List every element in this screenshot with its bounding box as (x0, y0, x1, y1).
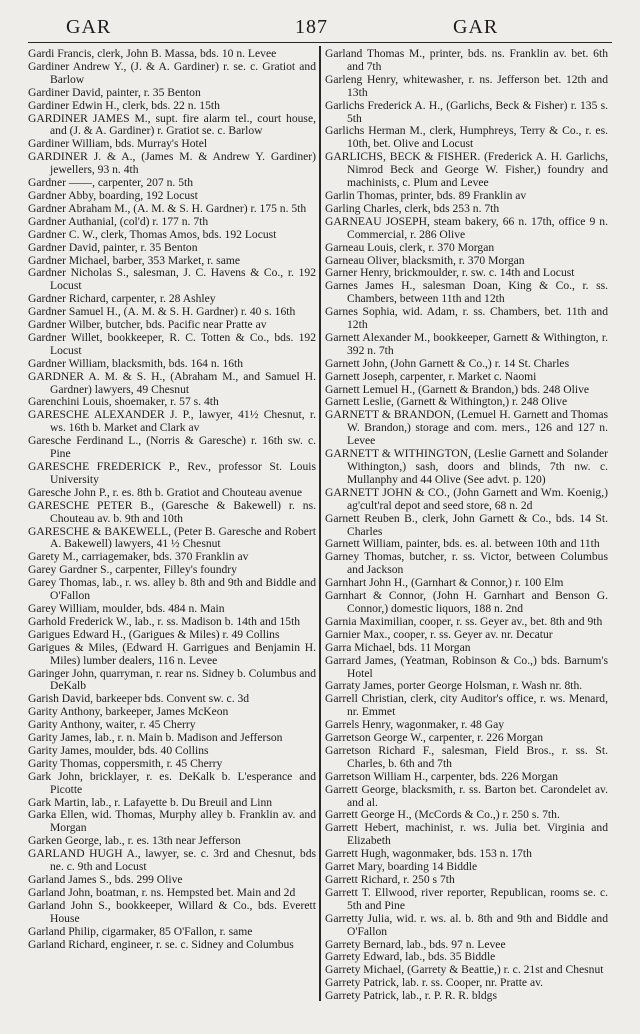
directory-entry: Garra Michael, bds. 11 Morgan (325, 640, 471, 654)
directory-entry: Garland James S., bds. 299 Olive (28, 873, 183, 886)
right-column (325, 48, 608, 1003)
directory-entry: Gardner David, painter, r. 35 Benton (28, 240, 198, 254)
directory-entry: Garesche John P., r. es. 8th b. Gratiot and Chouteau avenue (28, 485, 302, 499)
directory-entry: Garlichs Frederick A. H., (Garlichs, Beck & Fisher) r. 135 s. 5th (325, 98, 608, 125)
directory-entry: Garretson George W., carpenter, r. 226 Morgan (325, 731, 544, 745)
directory-entry: Garland John, boatman, r. ns. Hempsted bet. Main and 2d (28, 885, 296, 899)
directory-entry: Garland John S., bookkeeper, Willard & Co., bds. Everett House (28, 898, 316, 925)
directory-entry: GARDINER J. & A., (James M. & Andrew Y. Gardiner) jewellers, 93 n. 4th (28, 150, 316, 177)
left-column (28, 48, 316, 951)
directory-entry: Garrett T. Ellwood, river reporter, Republican, rooms se. c. 5th and Pine (325, 885, 608, 912)
directory-entry: Garnett William, painter, bds. es. al. between 10th and 11th (325, 537, 600, 551)
directory-entry: GARESCHE & BAKEWELL, (Peter B. Garesche and Robert A. Bakewell) lawyers, 41 ½ Chesnut (28, 524, 316, 551)
directory-entry: Garigues & Miles, (Edward H. Garrigues and Benjamin H. Miles) lumber dealers, 116 n. Levee (28, 640, 316, 667)
directory-entry: Garity James, moulder, bds. 40 Collins (28, 743, 209, 757)
directory-entry: Garey Thomas, lab., r. ws. alley b. 8th and 9th and Biddle and O'Fallon (28, 576, 316, 603)
directory-entry: Gardiner David, painter, r. 35 Benton (28, 85, 201, 99)
directory-entry: Garnett Leslie, (Garnett & Withington,) r. 248 Olive (325, 395, 568, 409)
directory-entry: GARNETT & BRANDON, (Lemuel H. Garnett and Thomas W. Brandon,) storage and com. mers., 126 and 127 n. Levee (325, 408, 608, 448)
directory-entry: GARLAND HUGH A., lawyer, se. c. 3rd and Chesnut, bds ne. c. 9th and Locust (28, 847, 316, 874)
directory-entry: Garrety Patrick, lab. r. ss. Cooper, nr. Pratte av. (325, 976, 544, 990)
directory-entry: Gardner Abby, boarding, 192 Locust (28, 188, 198, 202)
directory-entry: GARLICHS, BECK & FISHER. (Frederick A. H. Garlichs, Nimrod Beck and George W. Fisher,) foundry and machinists, c. Plum and Levee (325, 150, 608, 190)
directory-entry: Gardner Michael, barber, 353 Market, r. same (28, 253, 241, 267)
directory-entry: Gardner William, blacksmith, bds. 164 n. 16th (28, 356, 244, 370)
directory-entry: Garretson Richard F., salesman, Field Bros., r. ss. St. Charles, b. 6th and 7th (325, 743, 608, 770)
directory-entry: Garnett Joseph, carpenter, r. Market c. Naomi (325, 369, 537, 383)
directory-entry: Garnes James H., salesman Doan, King & Co., r. ss. Chambers, between 11th and 12th (325, 279, 608, 306)
directory-entry: Garnier Max., cooper, r. ss. Geyer av. nr. Decatur (325, 627, 553, 641)
directory-entry: Garesche Ferdinand L., (Norris & Garesche) r. 16th sw. c. Pine (28, 434, 316, 461)
directory-entry: Garner Henry, brickmoulder, r. sw. c. 14th and Locust (325, 266, 575, 280)
directory-entry: Garrell Christian, clerk, city Auditor's office, r. ws. Menard, nr. Emmet (325, 692, 608, 719)
directory-entry: Garling Charles, clerk, bds 253 n. 7th (325, 201, 500, 215)
page-number: 187 (295, 16, 328, 38)
directory-entry: Garretson William H., carpenter, bds. 226 Morgan (325, 769, 559, 783)
directory-entry: Garrett George H., (McCords & Co.,) r. 250 s. 7th. (325, 808, 560, 822)
directory-entry: Garhold Frederick W., lab., r. ss. Madison b. 14th and 15th (28, 614, 301, 628)
directory-entry: Gardiner Andrew Y., (J. & A. Gardiner) r. se. c. Gratiot and Barlow (28, 59, 316, 86)
directory-entry: Garland Philip, cigarmaker, 85 O'Fallon, r. same (28, 924, 253, 938)
directory-entry: Garland Richard, engineer, r. se. c. Sidney and Columbus (28, 937, 294, 951)
directory-entry: Garret Mary, boarding 14 Biddle (325, 860, 478, 874)
directory-entry: Garneau Louis, clerk, r. 370 Morgan (325, 240, 495, 254)
directory-entry: Garity Anthony, barkeeper, James McKeon (28, 705, 229, 719)
directory-entry: Garlin Thomas, printer, bds. 89 Franklin av (325, 188, 527, 202)
directory-entry: Gardner Willet, bookkeeper, R. C. Totten & Co., bds. 192 Locust (28, 330, 316, 357)
directory-entry: Garnia Maximilian, cooper, r. ss. Geyer av., bet. 8th and 9th (325, 614, 603, 628)
directory-entry: Garneau Oliver, blacksmith, r. 370 Morgan (325, 253, 525, 267)
directory-entry: Garinger John, quarryman, r. rear ns. Sidney b. Columbus and DeKalb (28, 666, 316, 693)
directory-entry: Gark John, bricklayer, r. es. DeKalk b. L'esperance and Picotte (28, 769, 316, 796)
directory-entry: Garretty Julia, wid. r. ws. al. b. 8th and 9th and Biddle and O'Fallon (325, 911, 608, 938)
directory-entry: Garenchini Louis, shoemaker, r. 57 s. 4th (28, 395, 219, 409)
directory-entry: Garka Ellen, wid. Thomas, Murphy alley b. Franklin av. and Morgan (28, 808, 316, 835)
directory-entry: Gardiner Edwin H., clerk, bds. 22 n. 15th (28, 98, 220, 112)
directory-entry: Garrett Richard, r. 250 s 7th (325, 873, 455, 886)
running-head-left: GAR (66, 16, 112, 38)
column-divider (319, 46, 321, 1001)
directory-entry: Garity James, lab., r. n. Main b. Madison and Jefferson (28, 731, 283, 745)
directory-entry: Gardner Authanial, (col'd) r. 177 n. 7th (28, 214, 209, 228)
directory-entry: GARNETT JOHN & CO., (John Garnett and Wm. Koenig,) ag'cult'ral depot and seed store, 68 n. 2d (325, 485, 608, 512)
directory-entry: Garleng Henry, whitewasher, r. ns. Jefferson bet. 12th and 13th (325, 72, 608, 99)
directory-entry: Gardner Nicholas S., salesman, J. C. Havens & Co., r. 192 Locust (28, 266, 316, 293)
directory-entry: Garrels Henry, wagonmaker, r. 48 Gay (325, 718, 505, 732)
directory-entry: Gardner Abraham M., (A. M. & S. H. Gardner) r. 175 n. 5th (28, 201, 307, 215)
directory-entry: Garrety Patrick, lab., r. P. R. R. bldgs (325, 989, 497, 1003)
directory-entry: GARESCHE ALEXANDER J. P., lawyer, 41½ Chesnut, r. ws. 16th b. Market and Clark av (28, 408, 316, 435)
directory-entry: Gark Martin, lab., r. Lafayette b. Du Breuil and Linn (28, 795, 273, 809)
directory-entry: GARDINER JAMES M., supt. fire alarm tel., court house, and (J. & A. Gardiner) r. Gratiot se. c. Barlow (28, 111, 316, 138)
directory-entry: Garrety Bernard, lab., bds. 97 n. Levee (325, 937, 506, 951)
directory-entry: Garland Thomas M., printer, bds. ns. Franklin av. bet. 6th and 7th (325, 47, 608, 73)
directory-entry: Garrett Hugh, wagonmaker, bds. 153 n. 17th (325, 847, 532, 861)
directory-entry: Garey William, moulder, bds. 484 n. Main (28, 601, 225, 615)
directory-entry: Garnhart John H., (Garnhart & Connor,) r. 100 Elm (325, 576, 564, 590)
directory-entry: Gardner ——, carpenter, 207 n. 5th (28, 176, 194, 190)
directory-entry: Garigues Edward H., (Garigues & Miles) r. 49 Collins (28, 627, 280, 641)
directory-entry: Gardner Samuel H., (A. M. & S. H. Gardner) r. 40 s. 16th (28, 305, 296, 319)
directory-entry: Gardi Francis, clerk, John B. Massa, bds. 10 n. Levee (28, 47, 277, 60)
running-head-right: GAR (453, 16, 499, 38)
directory-entry: GARNETT & WITHINGTON, (Leslie Garnett and Solander Withington,) sash, doors and blinds, 7th nw. c. Mullanphy and 44 Olive (See advt. p. 120) (325, 447, 608, 486)
directory-entry: Gardiner William, bds. Murray's Hotel (28, 137, 208, 151)
directory-entry: Garken George, lab., r. es. 13th near Jefferson (28, 834, 241, 848)
directory-entry: Garrard James, (Yeatman, Robinson & Co.,) bds. Barnum's Hotel (325, 653, 608, 680)
directory-entry: Gardner Wilber, butcher, bds. Pacific near Pratte av (28, 318, 267, 332)
page-header (28, 14, 612, 43)
directory-entry: Garety M., carriagemaker, bds. 370 Franklin av (28, 550, 249, 564)
directory-entry: Garnett Alexander M., bookkeeper, Garnett & Withington, r. 392 n. 7th (325, 330, 608, 357)
directory-entry: Garrett George, blacksmith, r. ss. Barton bet. Carondelet av. and al. (325, 782, 608, 809)
directory-entry: GARDNER A. M. & S. H., (Abraham M., and Samuel H. Gardner) lawyers, 49 Chesnut (28, 369, 316, 396)
directory-entry: GARNEAU JOSEPH, steam bakery, 66 n. 17th, office 9 n. Commercial, r. 286 Olive (325, 214, 608, 241)
directory-entry: Garnett Reuben B., clerk, John Garnett & Co., bds. 14 St. Charles (325, 511, 608, 538)
directory-entry: Garney Thomas, butcher, r. ss. Victor, between Columbus and Jackson (325, 550, 608, 577)
directory-entry: Gardner C. W., clerk, Thomas Amos, bds. 192 Locust (28, 227, 277, 241)
directory-entry: GARESCHE FREDERICK P., Rev., professor St. Louis University (28, 460, 316, 486)
directory-entry: GARESCHE PETER B., (Garesche & Bakewell) r. ns. Chouteau av. b. 9th and 10th (28, 498, 316, 525)
directory-entry: Garlichs Herman M., clerk, Humphreys, Terry & Co., r. es. 10th, bet. Olive and Locust (325, 124, 608, 151)
directory-entry: Garnett Lemuel H., (Garnett & Brandon,) bds. 248 Olive (325, 382, 590, 396)
directory-entry: Garey Gardner S., carpenter, Filley's foundry (28, 563, 237, 577)
directory-entry: Garnett John, (John Garnett & Co.,) r. 14 St. Charles (325, 356, 570, 370)
directory-entry: Garrety Edward, lab., bds. 35 Biddle (325, 950, 496, 964)
directory-entry: Garrety Michael, (Garrety & Beattie,) r. c. 21st and Chesnut (325, 963, 604, 977)
directory-entry: Garish David, barkeeper bds. Convent sw. c. 3d (28, 692, 250, 706)
directory-entry: Gardner Richard, carpenter, r. 28 Ashley (28, 292, 216, 306)
directory-entry: Garity Anthony, waiter, r. 45 Cherry (28, 718, 196, 732)
directory-entry: Garity Thomas, coppersmith, r. 45 Cherry (28, 756, 223, 770)
directory-entry: Garnhart & Connor, (John H. Garnhart and Benson G. Connor,) domestic liquors, 188 n. 2nd (325, 589, 608, 615)
directory-entry: Garnes Sophia, wid. Adam, r. ss. Chambers, bet. 11th and 12th (325, 305, 608, 332)
directory-entry: Garrett Hebert, machinist, r. ws. Julia bet. Virginia and Elizabeth (325, 821, 608, 848)
directory-entry: Garraty James, porter George Holsman, r. Wash nr. 8th. (325, 679, 583, 693)
